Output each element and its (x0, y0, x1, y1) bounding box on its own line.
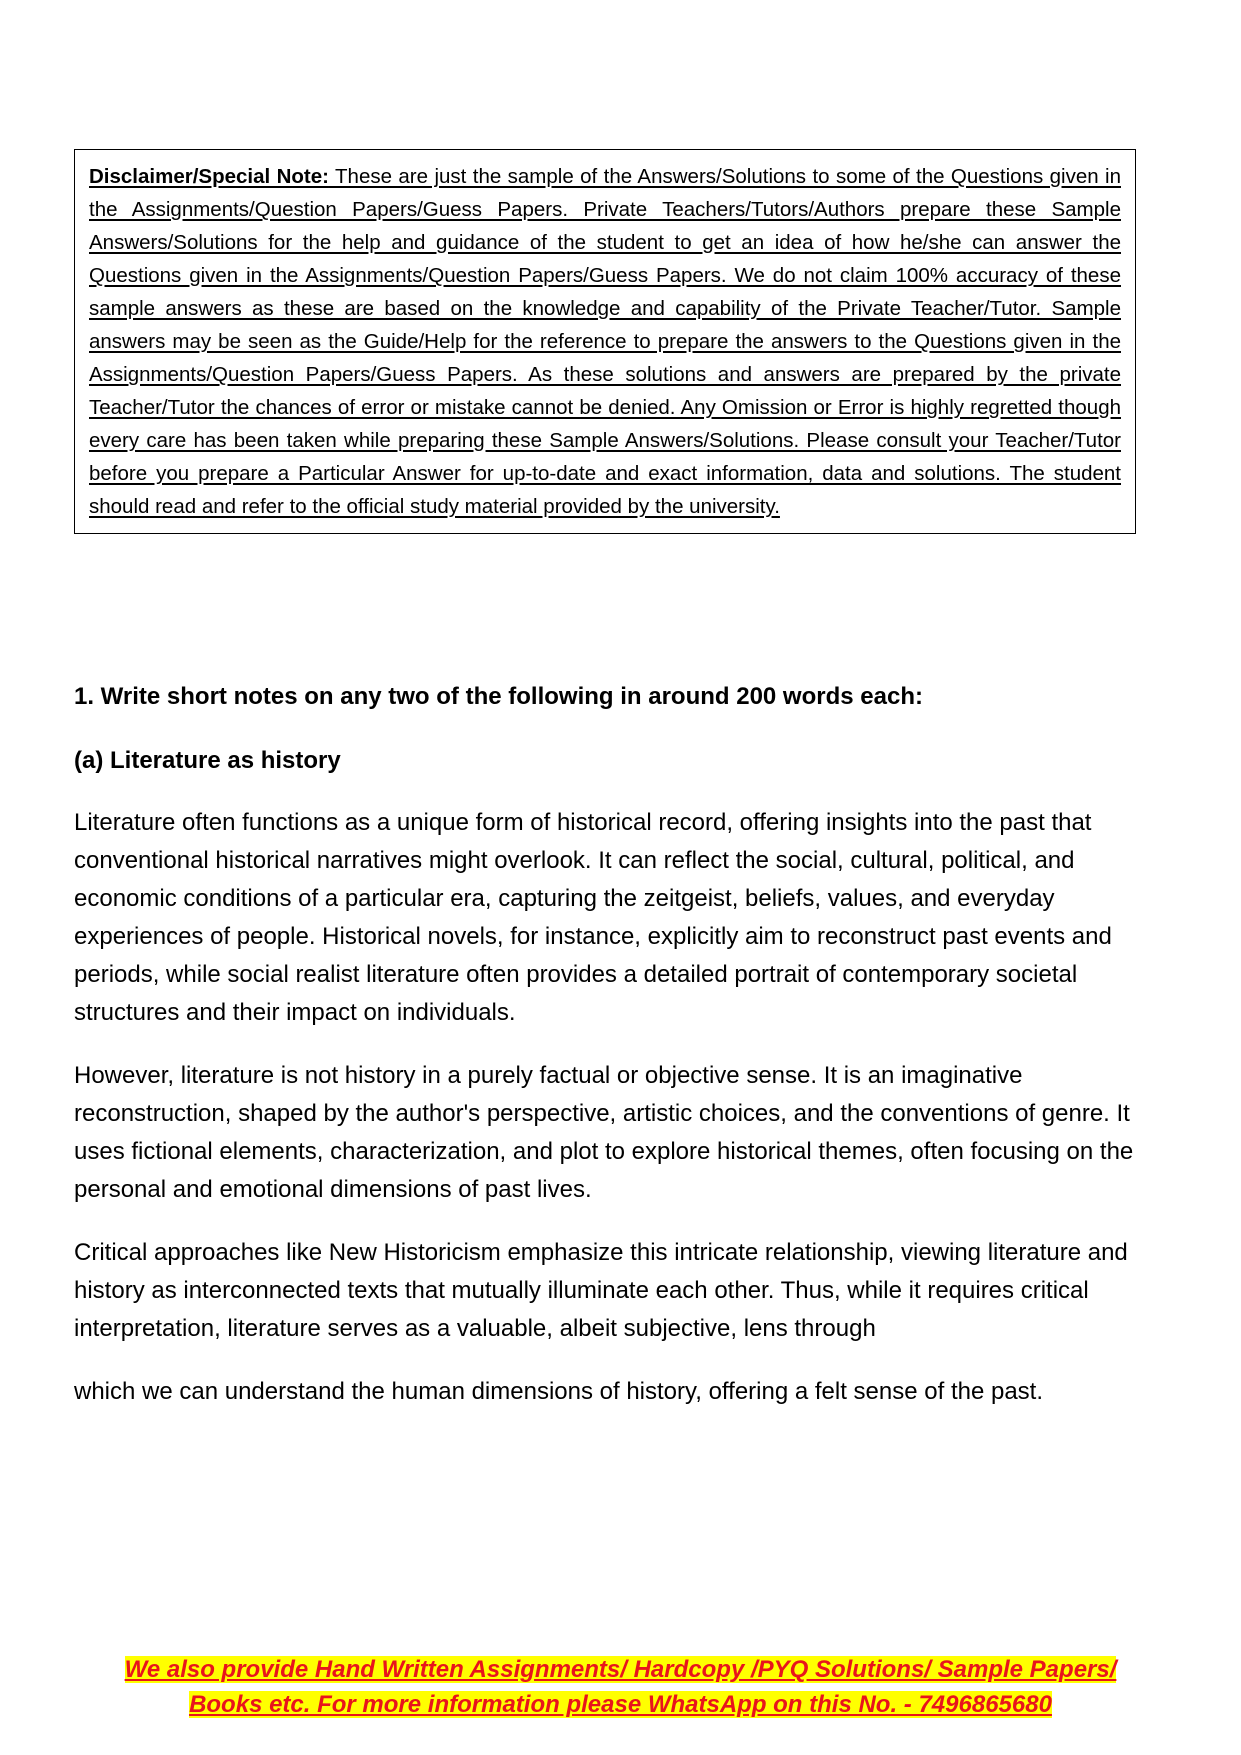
question-heading: 1. Write short notes on any two of the following in around 200 words each: (74, 683, 923, 710)
disclaimer-label: Disclaimer/Special Note: (89, 165, 329, 188)
paragraph-4: which we can understand the human dimensions of history, offering a felt sense of the past. (74, 1378, 1044, 1405)
answer-content (74, 678, 1174, 1436)
disclaimer-text: These are just the sample of the Answers/Solutions to some of the Questions given in the Assignments/Question Papers/Guess Papers. Private Teachers/Tutors/Authors prepare these Sample Answers/Solutions for the help and guidance of the student to get an idea of how he/she can answer the Questions given in the Assignments/Question Papers/Guess Papers. We do not claim 100% accuracy of these sample answers as these are based on the knowledge and capability of the Private Teacher/Tutor. Sample answers may be seen as the Guide/Help for the reference to prepare the answers to the Questions given in the Assignments/Question Papers/Guess Papers. As these solutions and answers are prepared by the private Teacher/Tutor the chances of error or mistake cannot be denied. Any Omission or Error is highly regretted though every care has been taken while preparing these Sample Answers/Solutions. Please consult your Teacher/Tutor before you prepare a Particular Answer for up-to-date and exact information, data and solutions. The student should read and refer to the official study material provided by the university. (89, 165, 1121, 518)
disclaimer-box (74, 149, 1136, 534)
subheading: (a) Literature as history (74, 747, 341, 774)
footer-line-1: We also provide Hand Written Assignments/ Hardcopy /PYQ Solutions/ Sample Papers/ (124, 1656, 1117, 1683)
footer-line-2: Books etc. For more information please WhatsApp on this No. - 7496865680 (189, 1691, 1052, 1718)
paragraph-1: Literature often functions as a unique form of historical record, offering insights into the past that conventional historical narratives might overlook. It can reflect the social, cultural, political, and economic conditions of a particular era, capturing the zeitgeist, beliefs, values, and everyday experiences of people. Historical novels, for instance, explicitly aim to reconstruct past events and periods, while social realist literature often provides a detailed portrait of contemporary societal structures and their impact on individuals. (74, 809, 1112, 1026)
paragraph-2: However, literature is not history in a purely factual or objective sense. It is an imaginative reconstruction, shaped by the author's perspective, artistic choices, and the conventions of genre. It uses fictional elements, characterization, and plot to explore historical themes, often focusing on the personal and emotional dimensions of past lives. (74, 1062, 1134, 1203)
paragraph-3: Critical approaches like New Historicism emphasize this intricate relationship, viewing literature and history as interconnected texts that mutually illuminate each other. Thus, while it requires critical interpretation, literature serves as a valuable, albeit subjective, lens through (74, 1239, 1128, 1342)
footer-promo (0, 1652, 1241, 1722)
